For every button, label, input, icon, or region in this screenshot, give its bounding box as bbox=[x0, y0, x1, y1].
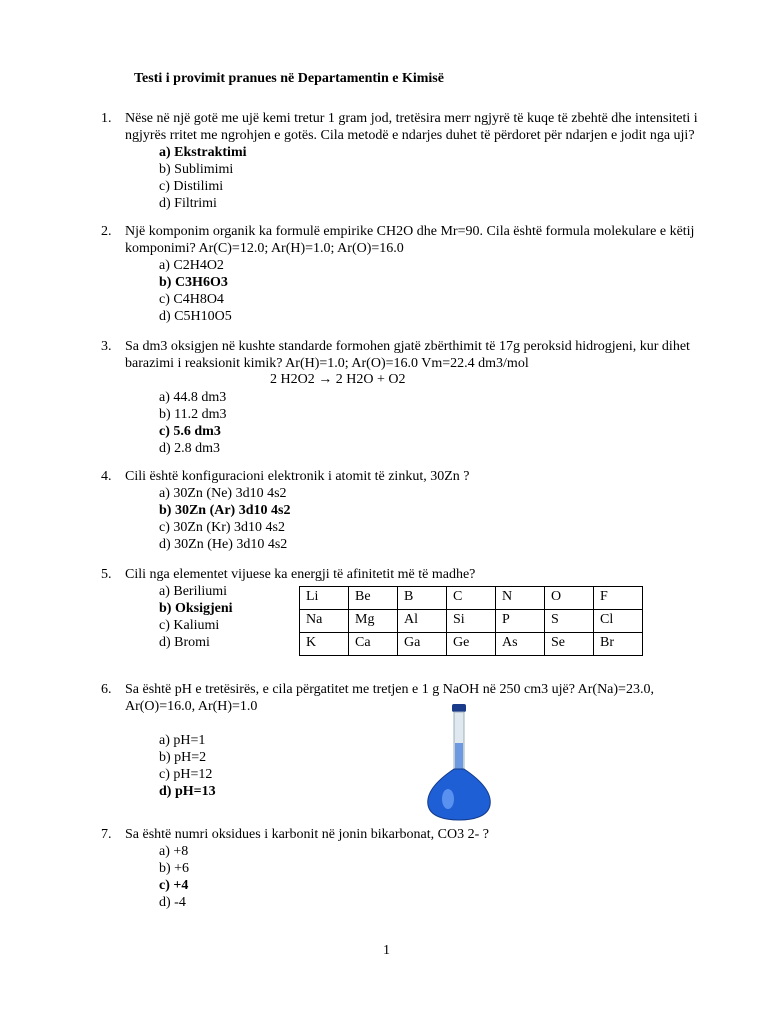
question-text: Sa është pH e tretësirës, e cila përgatitet me tretjen e 1 g NaOH në 250 cm3 ujë? Ar(Na)=23.0, Ar(O)=16.0, Ar(H)=1.0 bbox=[125, 682, 654, 714]
question-text: Cili është konfiguracioni elektronik i atomit të zinkut, 30Zn ? bbox=[125, 469, 470, 484]
option-d: d) Bromi bbox=[159, 635, 210, 650]
option-b: b) pH=2 bbox=[159, 750, 207, 765]
table-cell: K bbox=[300, 633, 349, 656]
question-6 bbox=[101, 681, 701, 800]
option-b-answer: b) Oksigjeni bbox=[159, 601, 233, 616]
table-cell: N bbox=[496, 587, 545, 610]
question-number: 7. bbox=[101, 827, 112, 842]
option-d: d) 2.8 dm3 bbox=[159, 441, 221, 456]
table-cell: Ga bbox=[398, 633, 447, 656]
option-b-answer: b) 30Zn (Ar) 3d10 4s2 bbox=[159, 503, 291, 518]
options-list bbox=[159, 389, 701, 457]
options-list bbox=[159, 843, 701, 911]
volumetric-flask-image bbox=[424, 703, 494, 821]
option-b: b) Sublimimi bbox=[159, 162, 234, 177]
table-cell: C bbox=[447, 587, 496, 610]
page-number: 1 bbox=[383, 943, 390, 958]
table-cell: B bbox=[398, 587, 447, 610]
option-b: b) 11.2 dm3 bbox=[159, 407, 227, 422]
table-cell: Na bbox=[300, 610, 349, 633]
table-cell: Li bbox=[300, 587, 349, 610]
option-c-answer: c) +4 bbox=[159, 878, 189, 893]
table-cell: As bbox=[496, 633, 545, 656]
option-d: d) Filtrimi bbox=[159, 196, 217, 211]
question-1 bbox=[101, 110, 701, 212]
table-cell: Mg bbox=[349, 610, 398, 633]
reaction-equation: 2 H2O2 → 2 H2O + O2 bbox=[270, 372, 406, 387]
options-list bbox=[159, 485, 701, 553]
option-c: c) Distilimi bbox=[159, 179, 224, 194]
option-b-answer: b) C3H6O3 bbox=[159, 275, 228, 290]
option-d: d) -4 bbox=[159, 895, 186, 910]
question-text: Cili nga elementet vijuese ka energji të afinitetit më të madhe? bbox=[125, 567, 476, 582]
question-number: 6. bbox=[101, 682, 112, 697]
question-text: Nëse në një gotë me ujë kemi tretur 1 gram jod, tretësira merr ngjyrë të kuqe të zbehtë dhe intensiteti i ngjyrës rritet me ngrohjen e gotës. Cila metodë e ndarjes duhet të përdoret për ndarjen e jodit nga uji? bbox=[125, 111, 698, 143]
option-a: a) 30Zn (Ne) 3d10 4s2 bbox=[159, 486, 287, 501]
question-text: Sa është numri oksidues i karbonit në jonin bikarbonat, CO3 2- ? bbox=[125, 827, 489, 842]
table-cell: Se bbox=[545, 633, 594, 656]
question-number: 1. bbox=[101, 111, 112, 126]
question-number: 2. bbox=[101, 224, 112, 239]
question-7 bbox=[101, 826, 701, 911]
option-a-answer: a) Ekstraktimi bbox=[159, 145, 247, 160]
question-text: Një komponim organik ka formulë empirike CH2O dhe Mr=90. Cila është formula molekulare e këtij komponimi? Ar(C)=12.0; Ar(H)=1.0; Ar(O)=16.0 bbox=[125, 224, 695, 256]
option-c: c) Kaliumi bbox=[159, 618, 220, 633]
table-cell: Al bbox=[398, 610, 447, 633]
periodic-table-excerpt bbox=[299, 586, 643, 656]
table-cell: F bbox=[594, 587, 643, 610]
table-cell: P bbox=[496, 610, 545, 633]
table-cell: Ca bbox=[349, 633, 398, 656]
option-a: a) C2H4O2 bbox=[159, 258, 224, 273]
option-c: c) C4H8O4 bbox=[159, 292, 224, 307]
option-d: d) C5H10O5 bbox=[159, 309, 232, 324]
option-c-answer: c) 5.6 dm3 bbox=[159, 424, 221, 439]
table-cell: Br bbox=[594, 633, 643, 656]
option-c: c) 30Zn (Kr) 3d10 4s2 bbox=[159, 520, 285, 535]
table-row bbox=[300, 587, 643, 610]
option-a: a) 44.8 dm3 bbox=[159, 390, 227, 405]
options-list bbox=[159, 257, 701, 325]
page-title: Testi i provimit pranues në Departamentin e Kimisë bbox=[134, 71, 444, 86]
question-4 bbox=[101, 468, 701, 553]
option-d: d) 30Zn (He) 3d10 4s2 bbox=[159, 537, 288, 552]
option-b: b) +6 bbox=[159, 861, 190, 876]
question-number: 4. bbox=[101, 469, 112, 484]
question-number: 3. bbox=[101, 339, 112, 354]
table-row bbox=[300, 633, 643, 656]
option-c: c) pH=12 bbox=[159, 767, 213, 782]
table-row bbox=[300, 610, 643, 633]
table-cell: O bbox=[545, 587, 594, 610]
option-a: a) +8 bbox=[159, 844, 189, 859]
options-list bbox=[159, 144, 701, 212]
question-2 bbox=[101, 223, 701, 325]
question-3 bbox=[101, 338, 701, 457]
table-cell: S bbox=[545, 610, 594, 633]
table-cell: Be bbox=[349, 587, 398, 610]
option-d-answer: d) pH=13 bbox=[159, 784, 216, 799]
option-a: a) Beriliumi bbox=[159, 584, 228, 599]
table-cell: Ge bbox=[447, 633, 496, 656]
question-text: Sa dm3 oksigjen në kushte standarde formohen gjatë zbërthimit të 17g peroksid hidrogjeni, kur dihet barazimi i reaksionit kimik? Ar(H)=1.0; Ar(O)=16.0 Vm=22.4 dm3/mol bbox=[125, 339, 690, 371]
option-a: a) pH=1 bbox=[159, 733, 206, 748]
table-cell: Cl bbox=[594, 610, 643, 633]
table-cell: Si bbox=[447, 610, 496, 633]
question-number: 5. bbox=[101, 567, 112, 582]
